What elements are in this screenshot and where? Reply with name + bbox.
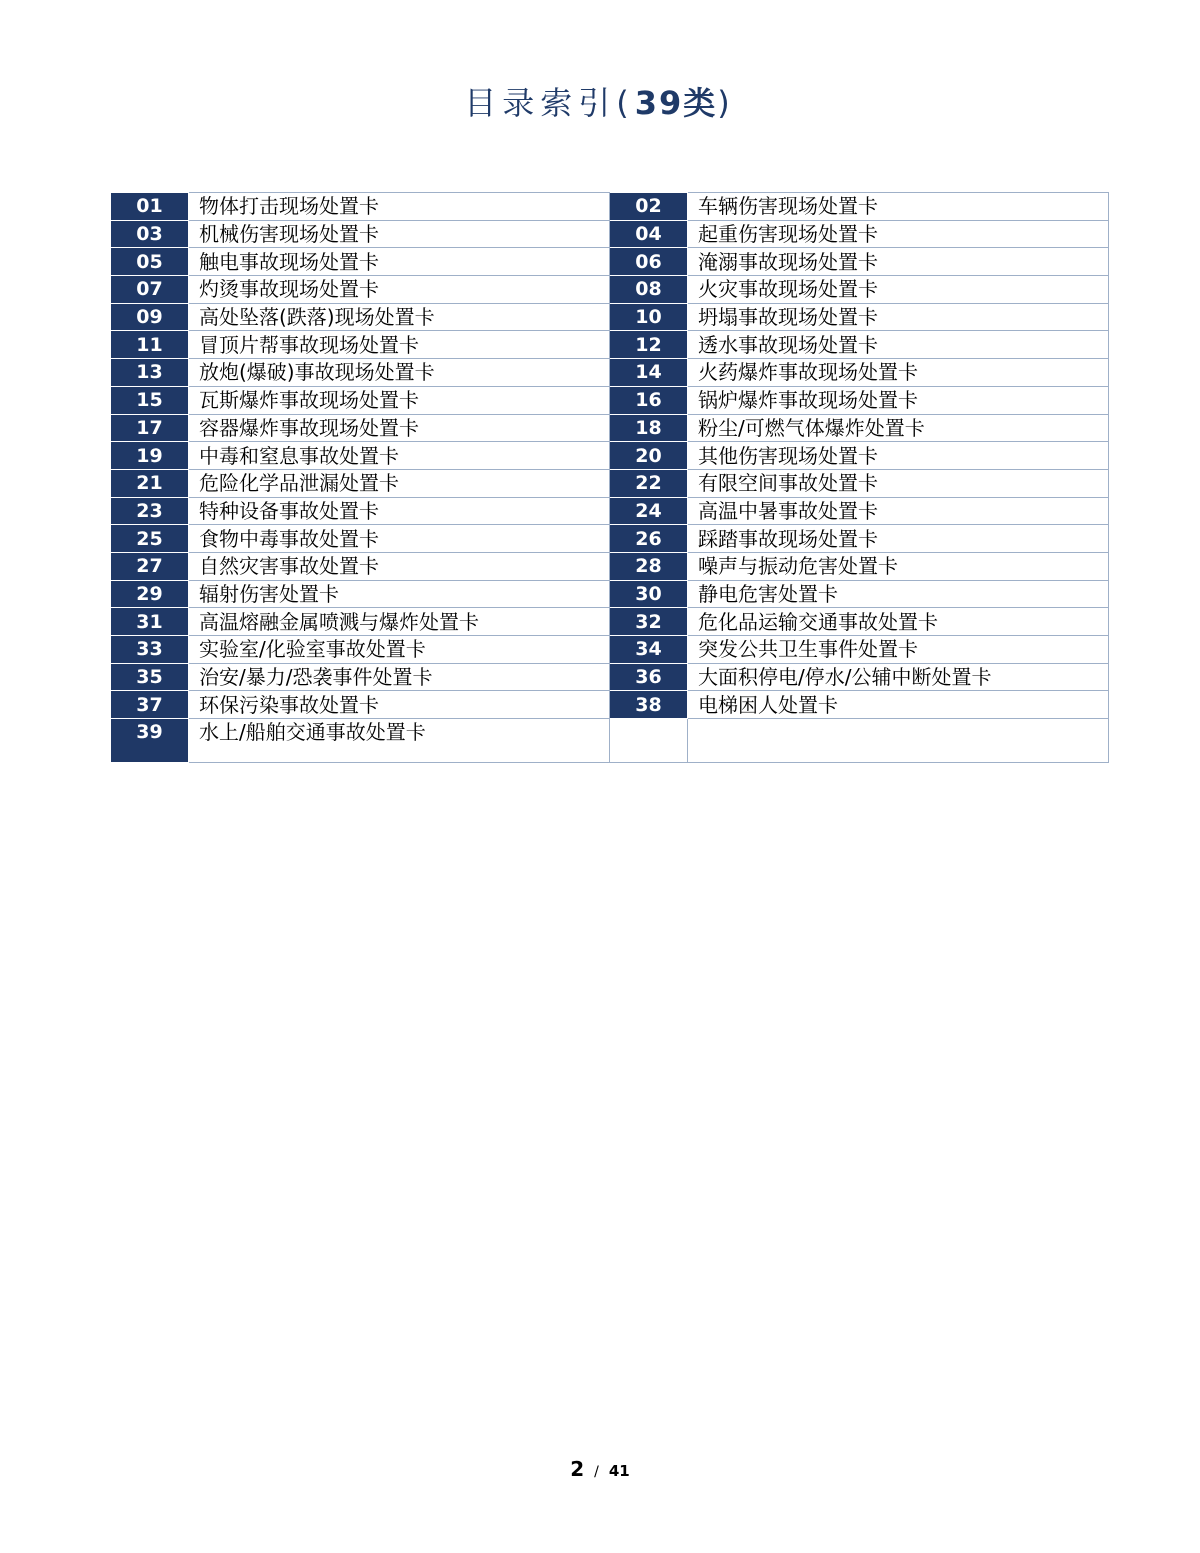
item-number: 37 [111,691,189,719]
table-row [111,525,1109,553]
item-number: 06 [610,248,688,276]
item-title: 噪声与振动危害处置卡 [688,552,1109,580]
current-page: 2 [570,1457,585,1481]
item-number: 03 [111,220,189,248]
item-number: 10 [610,303,688,331]
item-number: 13 [111,359,189,387]
page-separator: / [594,1464,599,1480]
table-row [111,497,1109,525]
item-number: 35 [111,663,189,691]
item-number: 33 [111,636,189,664]
table-row [111,193,1109,221]
item-title: 淹溺事故现场处置卡 [688,248,1109,276]
index-table [110,192,1109,763]
table-row [111,276,1109,304]
item-number: 39 [111,719,189,763]
item-title: 容器爆炸事故现场处置卡 [189,414,610,442]
item-number: 20 [610,442,688,470]
table-row [111,552,1109,580]
empty-cell [688,719,1109,763]
item-title: 灼烫事故现场处置卡 [189,276,610,304]
table-row [111,303,1109,331]
item-title: 治安/暴力/恐袭事件处置卡 [189,663,610,691]
item-title: 放炮(爆破)事故现场处置卡 [189,359,610,387]
item-title: 高温中暑事故处置卡 [688,497,1109,525]
item-title: 食物中毒事故处置卡 [189,525,610,553]
item-number: 29 [111,580,189,608]
item-title: 大面积停电/停水/公辅中断处置卡 [688,663,1109,691]
item-title: 车辆伤害现场处置卡 [688,193,1109,221]
item-number: 04 [610,220,688,248]
table-row [111,608,1109,636]
item-number: 26 [610,525,688,553]
item-number: 08 [610,276,688,304]
item-title: 环保污染事故处置卡 [189,691,610,719]
item-title: 火药爆炸事故现场处置卡 [688,359,1109,387]
item-title: 突发公共卫生事件处置卡 [688,636,1109,664]
table-row [111,220,1109,248]
item-title: 有限空间事故处置卡 [688,469,1109,497]
item-title: 透水事故现场处置卡 [688,331,1109,359]
item-number: 14 [610,359,688,387]
title-count: 39 [634,84,684,122]
item-title: 高处坠落(跌落)现场处置卡 [189,303,610,331]
table-row [111,386,1109,414]
page-number [0,1457,1200,1481]
title-paren-open: ( [616,84,635,122]
item-title: 物体打击现场处置卡 [189,193,610,221]
item-number: 28 [610,552,688,580]
item-title: 静电危害处置卡 [688,580,1109,608]
total-pages: 41 [608,1462,630,1480]
item-number: 23 [111,497,189,525]
item-title: 自然灾害事故处置卡 [189,552,610,580]
table-row [111,719,1109,763]
item-title: 危化品运输交通事故处置卡 [688,608,1109,636]
item-title: 其他伤害现场处置卡 [688,442,1109,470]
item-title: 冒顶片帮事故现场处置卡 [189,331,610,359]
title-unit: 类 [683,84,718,122]
item-number: 12 [610,331,688,359]
empty-cell [610,719,688,763]
item-title: 起重伤害现场处置卡 [688,220,1109,248]
item-title: 坍塌事故现场处置卡 [688,303,1109,331]
table-row [111,331,1109,359]
item-number: 18 [610,414,688,442]
item-title: 粉尘/可燃气体爆炸处置卡 [688,414,1109,442]
item-number: 38 [610,691,688,719]
item-number: 31 [111,608,189,636]
page-title [0,78,1200,124]
table-row [111,663,1109,691]
item-number: 01 [111,193,189,221]
item-title: 辐射伤害处置卡 [189,580,610,608]
table-row [111,636,1109,664]
title-paren-close: ) [717,84,736,122]
item-number: 25 [111,525,189,553]
item-number: 30 [610,580,688,608]
item-number: 16 [610,386,688,414]
item-title: 锅炉爆炸事故现场处置卡 [688,386,1109,414]
item-number: 32 [610,608,688,636]
item-title: 水上/船舶交通事故处置卡 [189,719,610,763]
item-title: 高温熔融金属喷溅与爆炸处置卡 [189,608,610,636]
item-number: 11 [111,331,189,359]
table-row [111,442,1109,470]
item-title: 机械伤害现场处置卡 [189,220,610,248]
table-row [111,691,1109,719]
item-title: 瓦斯爆炸事故现场处置卡 [189,386,610,414]
item-title: 电梯困人处置卡 [688,691,1109,719]
item-number: 19 [111,442,189,470]
table-row [111,248,1109,276]
item-number: 24 [610,497,688,525]
item-number: 09 [111,303,189,331]
item-title: 危险化学品泄漏处置卡 [189,469,610,497]
item-title: 中毒和窒息事故处置卡 [189,442,610,470]
table-row [111,414,1109,442]
item-number: 36 [610,663,688,691]
item-number: 05 [111,248,189,276]
item-number: 22 [610,469,688,497]
item-number: 21 [111,469,189,497]
title-text: 目录索引 [464,84,617,122]
item-title: 触电事故现场处置卡 [189,248,610,276]
item-title: 踩踏事故现场处置卡 [688,525,1109,553]
table-row [111,469,1109,497]
item-title: 特种设备事故处置卡 [189,497,610,525]
item-number: 07 [111,276,189,304]
item-number: 34 [610,636,688,664]
item-number: 27 [111,552,189,580]
table-row [111,359,1109,387]
item-number: 02 [610,193,688,221]
item-number: 17 [111,414,189,442]
item-title: 火灾事故现场处置卡 [688,276,1109,304]
item-number: 15 [111,386,189,414]
item-title: 实验室/化验室事故处置卡 [189,636,610,664]
table-row [111,580,1109,608]
